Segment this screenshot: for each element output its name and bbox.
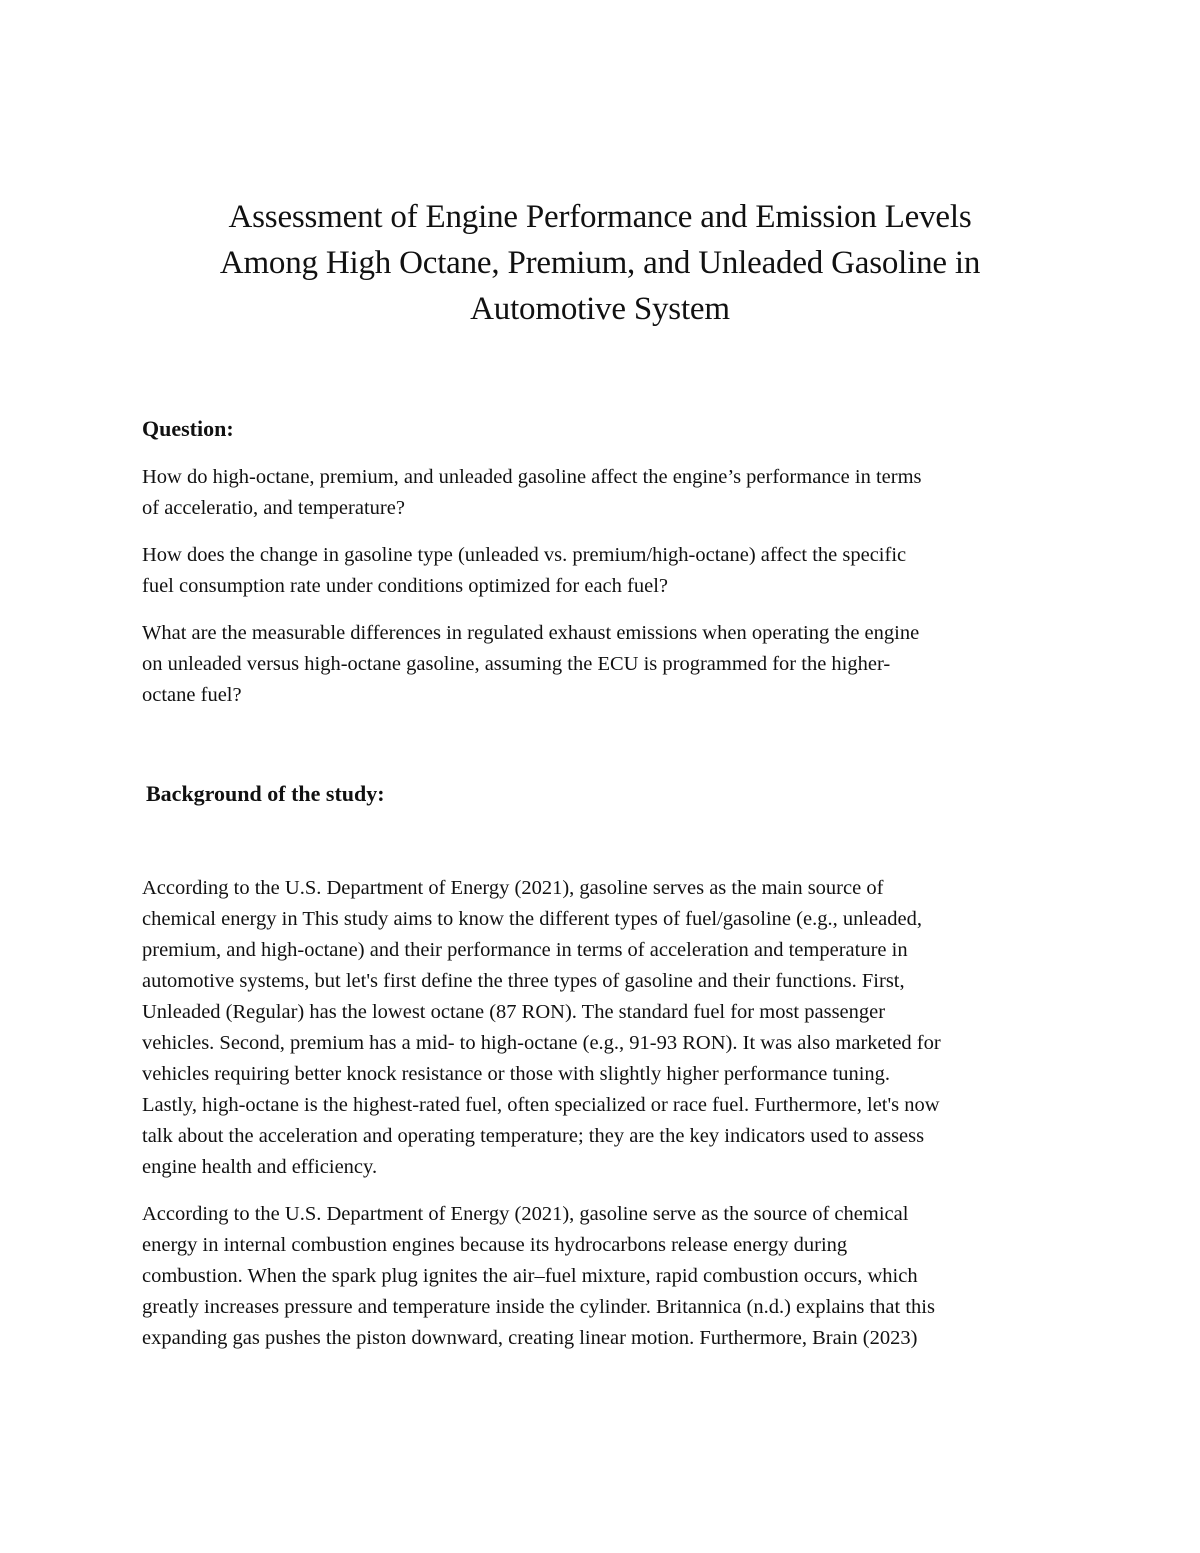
- text-line: combustion. When the spark plug ignites the air–fuel mixture, rapid combustion occurs, which: [142, 1265, 918, 1287]
- text-line: According to the U.S. Department of Energy (2021), gasoline serves as the main source of: [142, 877, 884, 899]
- text-line: What are the measurable differences in regulated exhaust emissions when operating the engine: [142, 622, 920, 644]
- question-3: [142, 618, 1072, 711]
- background-heading: Background of the study:: [146, 781, 385, 806]
- title-line: Automotive System: [470, 291, 730, 327]
- title-line: Among High Octane, Premium, and Unleaded Gasoline in: [219, 245, 981, 281]
- text-line: vehicles. Second, premium has a mid- to high-octane (e.g., 91-93 RON). It was also marketed for: [142, 1032, 941, 1054]
- text-line: of acceleratio, and temperature?: [142, 497, 405, 519]
- document-title: [150, 194, 1050, 332]
- text-line: energy in internal combustion engines because its hydrocarbons release energy during: [142, 1234, 848, 1256]
- text-line: According to the U.S. Department of Energy (2021), gasoline serve as the source of chemical: [142, 1203, 909, 1225]
- text-line: vehicles requiring better knock resistance or those with slightly higher performance tuning.: [142, 1063, 891, 1085]
- background-paragraph-2: [142, 1199, 1072, 1354]
- question-2: [142, 540, 1072, 602]
- question-1: [142, 462, 1072, 524]
- text-line: How do high-octane, premium, and unleaded gasoline affect the engine’s performance in terms: [142, 466, 922, 488]
- text-line: engine health and efficiency.: [142, 1156, 378, 1178]
- text-line: chemical energy in This study aims to know the different types of fuel/gasoline (e.g., unleaded,: [142, 908, 922, 930]
- text-line: automotive systems, but let's first define the three types of gasoline and their functions. First,: [142, 970, 905, 992]
- text-line: greatly increases pressure and temperature inside the cylinder. Britannica (n.d.) explains that this: [142, 1296, 935, 1318]
- text-line: Lastly, high-octane is the highest-rated fuel, often specialized or race fuel. Furthermore, let's now: [142, 1094, 940, 1116]
- title-line: Assessment of Engine Performance and Emission Levels: [228, 199, 972, 235]
- text-line: How does the change in gasoline type (unleaded vs. premium/high-octane) affect the specific: [142, 544, 907, 566]
- question-heading: Question:: [142, 416, 234, 441]
- text-line: premium, and high-octane) and their performance in terms of acceleration and temperature in: [142, 939, 908, 961]
- background-paragraph-1: [142, 873, 1072, 1183]
- text-line: octane fuel?: [142, 684, 242, 706]
- text-line: fuel consumption rate under conditions optimized for each fuel?: [142, 575, 668, 597]
- text-line: Unleaded (Regular) has the lowest octane (87 RON). The standard fuel for most passenger: [142, 1001, 886, 1023]
- text-line: talk about the acceleration and operating temperature; they are the key indicators used to assess: [142, 1125, 925, 1147]
- text-line: expanding gas pushes the piston downward, creating linear motion. Furthermore, Brain (2023): [142, 1327, 918, 1349]
- text-line: on unleaded versus high-octane gasoline, assuming the ECU is programmed for the higher-: [142, 653, 891, 675]
